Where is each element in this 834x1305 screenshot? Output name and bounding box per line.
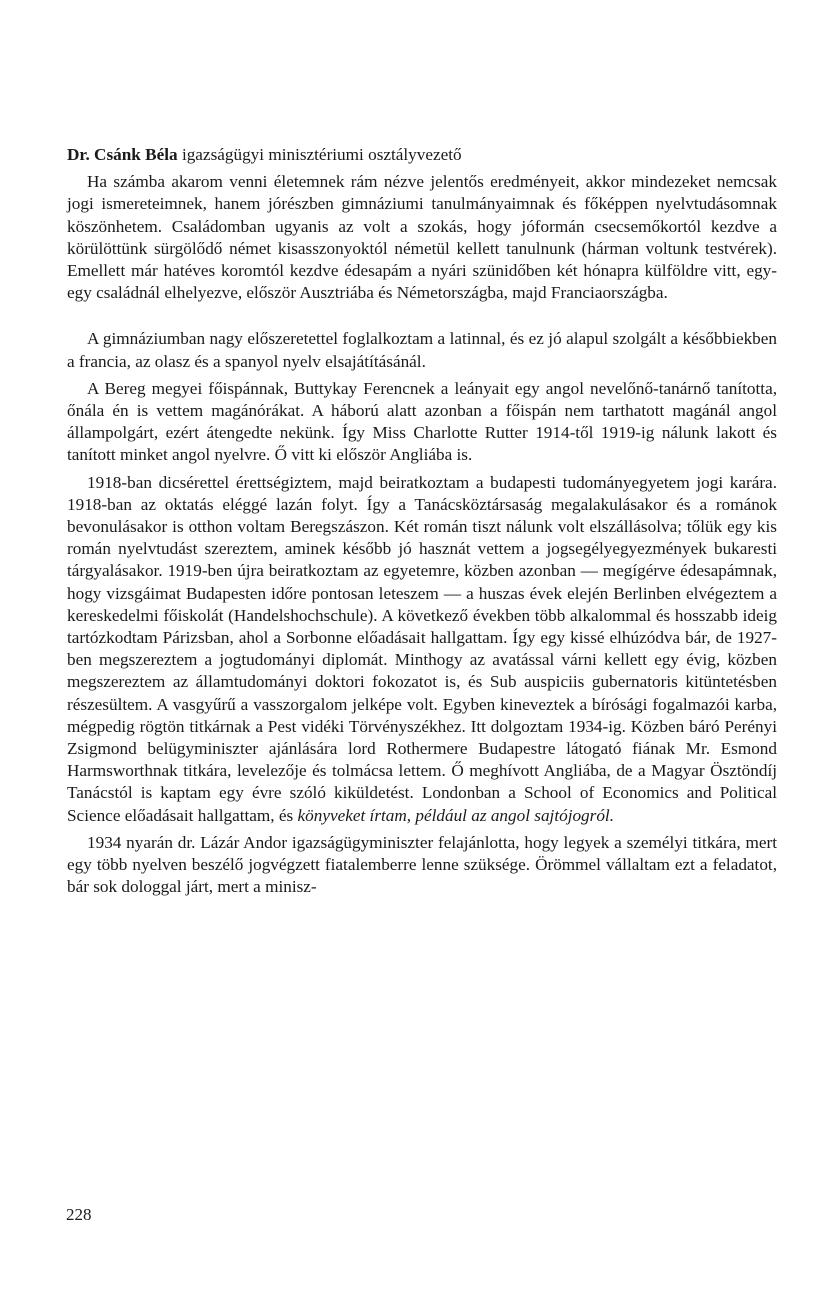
page-body (67, 144, 777, 899)
page-number: 228 (66, 1205, 92, 1224)
paragraph-1: Ha számba akarom venni életemnek rám nézve jelentős eredményeit, akkor mindezeket nemcsak jogi ismereteimnek, hanem jórészben gimnáziumi tanulmányaimnak és főképpen nyelvtudásomnak köszönhetem. Családomban ugyanis az volt a szokás, hogy jóformán csecsemőkortól kezdve a körülöttünk sürgölődő német kisasszonyoktól németül kellett tanulnunk (hárman voltunk testvérek). Emellett már hatéves koromtól kezdve édesapám a nyári szünidőben két hónapra külföldre vitt, egy-egy családnál elhelyezve, először Ausztriába és Németországba, majd Franciaországba. (67, 172, 777, 303)
author-role: igazságügyi minisztériumi osztályvezető (177, 145, 462, 164)
heading-line (67, 144, 777, 166)
paragraph-4-text: 1918-ban dicsérettel érettségiztem, majd beiratkoztam a budapesti tudományegyetem jogi karára. 1918-ban az oktatás eléggé lazán folyt. Így a Tanácsköztársaság megalakulásakor és a románok bevonulásakor is otthon voltam Beregszászon. Két román tiszt nálunk volt elszállásolva; tőlük egy kis román nyelvtudást szereztem, aminek később jó hasznát vettem a jogsegélyegyezmények bukaresti tárgyalásakor. 1919-ben újra beiratkoztam az egyetemre, közben azonban — megígérve édesapámnak, hogy vizsgáimat Budapesten időre pontosan leteszem — a huszas évek elején Berlinben elvégeztem a kereskedelmi főiskolát (Handelshochschule). A következő években több alkalommal és hosszabb ideig tartózkodtam Párizsban, ahol a Sorbonne előadásait hallgattam. Így egy kissé elhúzódva bár, de 1927-ben megszereztem a jogtudományi diplomát. Minthogy az avatással várni kellett egy évig, közben megszereztem az államtudományi doktori fokozatot is, és Sub auspiciis gubernatoris kitüntetésben részesültem. A vasgyűrű a vasszorgalom jelképe volt. Egyben kineveztek a bírósági fogalmazói karba, mégpedig rögtön titkárnak a Pest vidéki Törvényszékhez. Itt dolgoztam 1934-ig. Közben báró Perényi Zsigmond belügyminiszter ajánlására lord Rothermere Budapestre látogató fiának Mr. Esmond Harmsworthnak titkára, levelezője és tolmácsa lettem. Ő meghívott Angliába, de a Magyar Ösztöndíj Tanácstól is kaptam egy évre szóló kiküldetést. Londonban a School of Economics and Political Science előadásait hallgattam, és (67, 472, 777, 825)
paragraph-2: A gimnáziumban nagy előszeretettel foglalkoztam a latinnal, és ez jó alapul szolgált a későbbiekben a francia, az olasz és a spanyol nyelv elsajátításánál. (67, 329, 777, 371)
italic-phrase: könyveket írtam, például az angol sajtójogról. (297, 805, 615, 825)
paragraph-5: 1934 nyarán dr. Lázár Andor igazságügyminiszter felajánlotta, hogy legyek a személyi titkára, mert egy több nyelven beszélő jogvégzett fiatalemberre lenne szüksége. Örömmel vállaltam ezt a feladatot, bár sok dologgal járt, mert a minisz- (67, 832, 777, 897)
author-name: Dr. Csánk Béla (67, 145, 178, 164)
paragraph-4 (67, 472, 777, 827)
paragraph-3: A Bereg megyei főispánnak, Buttykay Ferencnek a leányait egy angol nevelőnő-tanárnő tanította, őnála én is vettem magánórákat. A háború alatt azonban a főispán nem tarthatott magánál angol állampolgárt, ezért átengedte nekünk. Így Miss Charlotte Rutter 1914-től 1919-ig nálunk lakott és tanított minket angol nyelvre. Ő vitt ki először Angliába is. (67, 378, 777, 465)
